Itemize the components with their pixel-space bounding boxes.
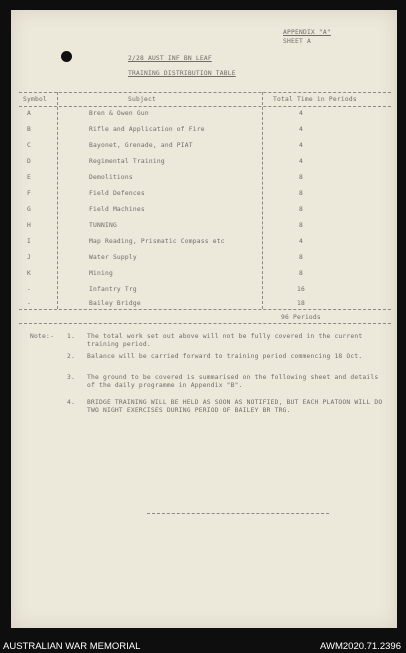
row-symbol: - — [27, 300, 31, 307]
notes-label: Note:- — [30, 333, 54, 340]
note-text: The ground to be covered is summarised on the following sheet and details of the daily programme in Appendix "B". — [87, 374, 379, 389]
row-periods: 18 — [297, 300, 305, 307]
document-title: 2/28 AUST INF BN LEAF — [128, 55, 212, 62]
note-number: 2. — [67, 353, 75, 360]
row-symbol: B — [27, 126, 31, 133]
row-symbol: A — [27, 110, 31, 117]
note-number: 3. — [67, 374, 75, 381]
row-symbol: C — [27, 142, 31, 149]
table-row — [11, 190, 397, 204]
note-text: The total work set out above will not be fully covered in the current training period. — [87, 333, 363, 348]
note-number: 4. — [67, 399, 75, 406]
table-row — [11, 286, 397, 300]
table-header-rule — [19, 106, 391, 107]
row-subject: Rifle and Application of Fire — [89, 126, 205, 133]
row-symbol: J — [27, 254, 31, 261]
document-page — [11, 10, 397, 628]
row-periods: 4 — [299, 158, 303, 165]
row-periods: 16 — [297, 286, 305, 293]
row-periods: 8 — [299, 190, 303, 197]
table-row — [11, 158, 397, 172]
notes-divider-rule — [19, 323, 391, 324]
archive-reference: AWM2020.71.2396 — [320, 641, 401, 652]
row-subject: Bailey Bridge — [89, 300, 141, 307]
row-periods: 4 — [299, 238, 303, 245]
row-symbol: I — [27, 238, 31, 245]
table-row — [11, 300, 397, 314]
row-symbol: E — [27, 174, 31, 181]
row-periods: 8 — [299, 206, 303, 213]
row-subject: Field Machines — [89, 206, 145, 213]
row-symbol: D — [27, 158, 31, 165]
row-subject: Water Supply — [89, 254, 137, 261]
symbol-column-header: Symbol — [23, 96, 47, 103]
row-periods: 8 — [299, 270, 303, 277]
row-subject: Regimental Training — [89, 158, 165, 165]
punch-hole — [61, 51, 72, 62]
row-symbol: G — [27, 206, 31, 213]
row-subject: Mining — [89, 270, 113, 277]
table-row — [11, 222, 397, 236]
row-periods: 8 — [299, 222, 303, 229]
archive-name: AUSTRALIAN WAR MEMORIAL — [3, 641, 141, 652]
row-subject: Bayonet, Grenade, and PIAT — [89, 142, 193, 149]
note-number: 1. — [67, 333, 75, 340]
appendix-reference — [283, 28, 331, 46]
subject-column-header: Subject — [128, 96, 156, 103]
row-periods: 4 — [299, 110, 303, 117]
row-symbol: K — [27, 270, 31, 277]
row-periods: 4 — [299, 142, 303, 149]
table-row — [11, 126, 397, 140]
table-row — [11, 270, 397, 284]
note-text: BRIDGE TRAINING WILL BE HELD AS SOON AS NOTIFIED, BUT EACH PLATOON WILL DO TWO NIGHT EXERCISES DURING PERIOD OF BAILEY BR TRG. — [87, 399, 383, 414]
table-row — [11, 254, 397, 268]
table-top-rule — [19, 92, 391, 93]
appendix-label: APPENDIX "A" — [283, 29, 331, 36]
closing-rule — [147, 513, 329, 514]
row-subject: Map Reading, Prismatic Compass etc — [89, 238, 225, 245]
row-subject: Demolitions — [89, 174, 133, 181]
row-subject: TUNNING — [89, 222, 117, 229]
note-text: Balance will be carried forward to training period commencing 18 Oct. — [87, 353, 363, 360]
document-subtitle: TRAINING DISTRIBUTION TABLE — [128, 70, 236, 77]
table-row — [11, 110, 397, 124]
row-subject: Field Defences — [89, 190, 145, 197]
periods-column-header: Total Time in Periods — [273, 96, 357, 103]
row-symbol: - — [27, 286, 31, 293]
row-periods: 8 — [299, 174, 303, 181]
table-row — [11, 142, 397, 156]
table-row — [11, 238, 397, 252]
archive-footer — [0, 640, 406, 653]
row-periods: 8 — [299, 254, 303, 261]
table-row — [11, 174, 397, 188]
row-subject: Bren & Owen Gun — [89, 110, 149, 117]
total-periods: 96 Periods — [281, 314, 321, 321]
row-symbol: H — [27, 222, 31, 229]
row-subject: Infantry Trg — [89, 286, 137, 293]
sheet-label: SHEET A — [283, 38, 311, 45]
table-row — [11, 206, 397, 220]
row-periods: 4 — [299, 126, 303, 133]
row-symbol: F — [27, 190, 31, 197]
